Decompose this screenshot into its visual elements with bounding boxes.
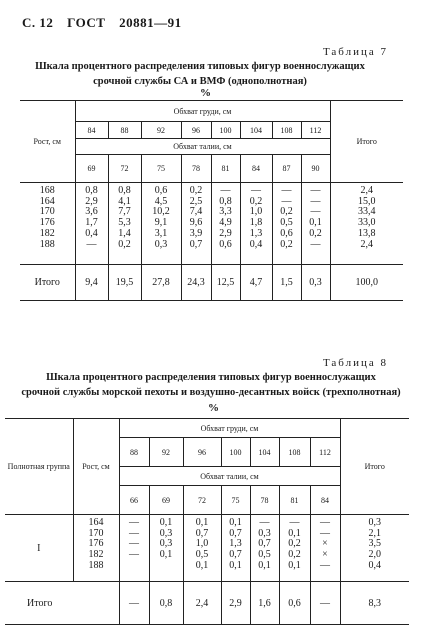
table7-waist-cell: 78	[181, 155, 211, 183]
table8-percent: %	[208, 402, 219, 414]
table7-row-totals: 2,4 15,0 33,4 33,0 13,8 2,4	[330, 183, 403, 265]
table7-chest-header: Обхват груди, см	[75, 101, 330, 122]
table7-total-cell: 19,5	[108, 265, 141, 301]
table7-total-cell: 12,5	[211, 265, 240, 301]
table7-chest-cell: 92	[141, 122, 181, 139]
table8-waist-cell: 66	[119, 486, 149, 515]
table8-col: — — × × —	[320, 517, 330, 571]
table8-chest-cell: 104	[250, 438, 279, 467]
table7-title-line2: срочной службы СА и ВМФ (однополнотная)	[93, 76, 307, 87]
table8-label: Таблица 8	[322, 357, 388, 369]
table7-waist-cell: 90	[311, 164, 320, 173]
table7-heights: 168 164 170 176 182 188	[20, 183, 75, 265]
table8-col: 0,1 0,3 0,3 0,1	[149, 515, 183, 582]
table8-total-cell: 0,6	[279, 582, 310, 625]
table8-chest-cell: 100	[221, 438, 250, 467]
table7-waist-cell: 87	[272, 155, 301, 183]
table7-label: Таблица 7	[322, 46, 388, 58]
table7-title	[20, 59, 380, 89]
table7-total-cell: 1,5	[272, 265, 301, 301]
table7-total-label: Итого	[20, 265, 75, 301]
table8-chest-cell: 96	[183, 438, 221, 467]
table7-col: — — — 0,1 0,2 —	[309, 185, 322, 250]
table8-col: — — — —	[119, 515, 149, 582]
table7-chest-cell: 96	[181, 122, 211, 139]
table7-col: — — 0,2 0,5 0,6 0,2	[272, 183, 301, 265]
table7-title-line1: Шкала процентного распределения типовых фигур военнослужащих	[35, 61, 365, 72]
table7-total-cell: 4,7	[240, 265, 272, 301]
table7-chest-cell: 84	[75, 122, 108, 139]
table8-title-line1: Шкала процентного распределения типовых фигур военнослужащих	[46, 372, 376, 383]
table7-chest-cell: 108	[272, 122, 301, 139]
table7-waist-cell: 72	[108, 155, 141, 183]
table8-rost-header: Рост, см	[73, 419, 119, 515]
table7-grand-total: 100,0	[330, 265, 403, 301]
table7-waist-cell: 81	[211, 155, 240, 183]
table7	[20, 100, 403, 301]
table8-itogo-header: Итого	[340, 419, 409, 515]
table8-total-cell: —	[320, 597, 330, 609]
table7-total-cell: 9,4	[75, 265, 108, 301]
table8-chest-cell: 112	[319, 447, 331, 457]
table8-waist-cell: 72	[183, 486, 221, 515]
table7-col: — 0,2 1,0 1,8 1,3 0,4	[240, 183, 272, 265]
table7-waist-cell: 84	[240, 155, 272, 183]
table7-col: — 0,8 3,3 4,9 2,9 0,6	[211, 183, 240, 265]
table8-chest-cell: 92	[149, 438, 183, 467]
table8-waist-cell: 84	[321, 495, 329, 505]
table8-chest-cell: 108	[279, 438, 310, 467]
table7-total-cell: 24,3	[181, 265, 211, 301]
table8-waist-cell: 75	[221, 486, 250, 515]
table8-col: 0,1 0,7 1,0 0,5 0,1	[183, 515, 221, 582]
table7-total-cell: 0,3	[309, 277, 322, 288]
table8-waist-header: Обхват талии, см	[200, 471, 259, 481]
table7-waist-header: Обхват талии, см	[173, 142, 232, 151]
page-number: С. 12	[22, 15, 54, 30]
table8-total-cell: —	[119, 582, 149, 625]
table8-heights: 164 170 176 182 188	[73, 515, 119, 582]
table8-group-value: I	[5, 515, 73, 582]
table7-waist-cell: 69	[75, 155, 108, 183]
table7-itogo-header: Итого	[330, 101, 403, 183]
table7-chest-cell: 100	[211, 122, 240, 139]
page-header	[22, 15, 192, 31]
table7-waist-cell: 75	[141, 155, 181, 183]
table7-total-cell: 27,8	[141, 265, 181, 301]
table8-title-line2: срочной службы морской пехоты и воздушно-десантных войск (трехполнотная)	[21, 387, 401, 398]
table8-total-label: Итого	[5, 582, 119, 625]
table7-col: 0,6 4,5 10,2 9,1 3,1 0,3	[141, 183, 181, 265]
table8-col: — 0,3 0,7 0,5 0,1	[250, 515, 279, 582]
table8-total-cell: 2,9	[221, 582, 250, 625]
table8-waist-cell: 69	[149, 486, 183, 515]
table8-total-cell: 1,6	[250, 582, 279, 625]
table8-total-cell: 0,8	[149, 582, 183, 625]
table8-chest-header: Обхват груди, см	[119, 419, 340, 438]
table8-waist-cell: 81	[279, 486, 310, 515]
table7-chest-cell: 104	[240, 122, 272, 139]
table8-row-totals: 0,3 2,1 3,5 2,0 0,4	[340, 515, 409, 582]
table8	[5, 418, 409, 625]
table8-grand-total: 8,3	[340, 582, 409, 625]
table7-col: 0,2 2,5 7,4 9,6 3,9 0,7	[181, 183, 211, 265]
gost-number: 20881—91	[119, 15, 182, 30]
table7-col: 0,8 4,1 7,7 5,3 1,4 0,2	[108, 183, 141, 265]
table7-percent: %	[200, 87, 211, 99]
table8-col: — 0,1 0,2 0,2 0,1	[279, 515, 310, 582]
table8-waist-cell: 78	[250, 486, 279, 515]
table7-chest-cell: 112	[309, 125, 322, 135]
table7-rost-header: Рост, см	[20, 101, 75, 183]
table8-group-header: Полнотная группа	[5, 419, 73, 515]
table8-chest-cell: 88	[119, 438, 149, 467]
table8-total-cell: 2,4	[183, 582, 221, 625]
table7-col: 0,8 2,9 3,6 1,7 0,4 —	[75, 183, 108, 265]
table8-col: 0,1 0,7 1,3 0,7 0,1	[221, 515, 250, 582]
table8-title	[5, 370, 417, 400]
gost-label: ГОСТ	[67, 15, 106, 30]
table7-chest-cell: 88	[108, 122, 141, 139]
